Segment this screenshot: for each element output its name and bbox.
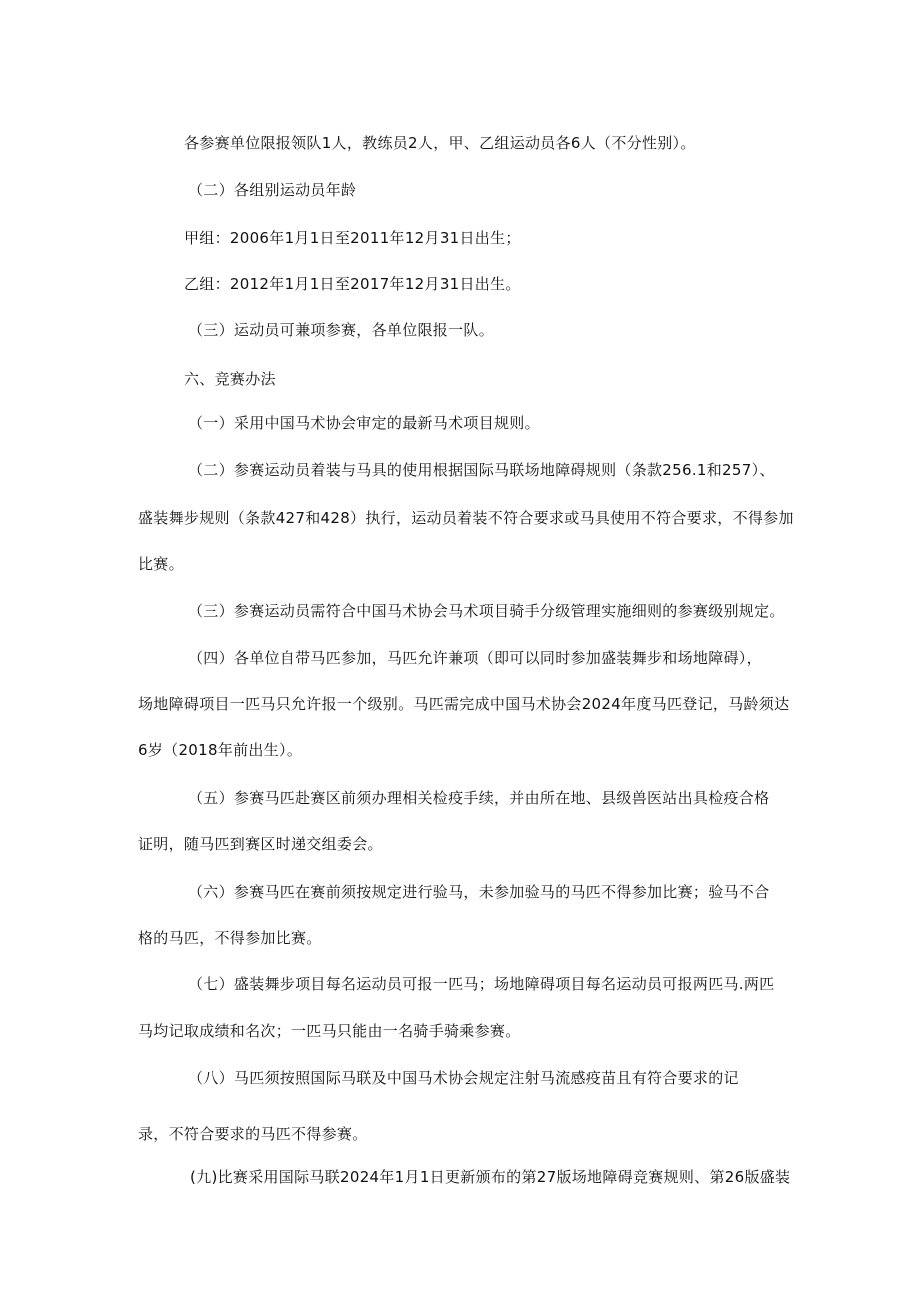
text-line: 录，不符合要求的马匹不得参赛。 <box>138 1125 368 1143</box>
text-line: （二）参赛运动员着装与马具的使用根据国际马联场地障碍规则（条款256.1和257）、 <box>188 461 775 479</box>
text-line: 各参赛单位限报领队1人，教练员2人，甲、乙组运动员各6人（不分性别）。 <box>184 134 696 152</box>
text-line: （三）运动员可兼项参赛，各单位限报一队。 <box>188 321 495 339</box>
text-line: （四）各单位自带马匹参加，马匹允许兼项（即可以同时参加盛装舞步和场地障碍）， <box>188 649 762 667</box>
text-line: （一）采用中国马术协会审定的最新马术项目规则。 <box>188 414 540 432</box>
text-line: （六）参赛马匹在赛前须按规定进行验马，未参加验马的马匹不得参加比赛；验马不合 <box>188 883 770 901</box>
text-line: 比赛。 <box>138 555 184 573</box>
text-line: 场地障碍项目一匹马只允许报一个级别。马匹需完成中国马术协会2024年度马匹登记，马龄须达 <box>138 695 790 713</box>
text-line: 盛装舞步规则（条款427和428）执行，运动员着装不符合要求或马具使用不符合要求，不得参加 <box>138 509 794 527</box>
text-line: (九)比赛采用国际马联2024年1月1日更新颁布的第27版场地障碍竞赛规则、第26版盛装 <box>190 1168 791 1186</box>
text-line: 证明，随马匹到赛区时递交组委会。 <box>138 835 383 853</box>
text-line: 甲组：2006年1月1日至2011年12月31日出生； <box>184 229 521 247</box>
section-heading: （二）各组别运动员年龄 <box>188 181 357 199</box>
text-line: （五）参赛马匹赴赛区前须办理相关检疫手续，并由所在地、县级兽医站出具检疫合格 <box>188 789 770 807</box>
text-line: 马均记取成绩和名次；一匹马只能由一名骑手骑乘参赛。 <box>138 1022 521 1040</box>
text-line: 6岁（2018年前出生）。 <box>138 741 303 759</box>
text-line: 乙组：2012年1月1日至2017年12月31日出生。 <box>184 275 521 293</box>
text-line: （七）盛装舞步项目每名运动员可报一匹马；场地障碍项目每名运动员可报两匹马.两匹 <box>188 975 775 993</box>
text-line: （三）参赛运动员需符合中国马术协会马术项目骑手分级管理实施细则的参赛级别规定。 <box>188 602 785 620</box>
text-line: 格的马匹，不得参加比赛。 <box>138 929 322 947</box>
text-line: （八）马匹须按照国际马联及中国马术协会规定注射马流感疫苗且有符合要求的记 <box>188 1069 739 1087</box>
section-heading: 六、竞赛办法 <box>184 370 276 388</box>
